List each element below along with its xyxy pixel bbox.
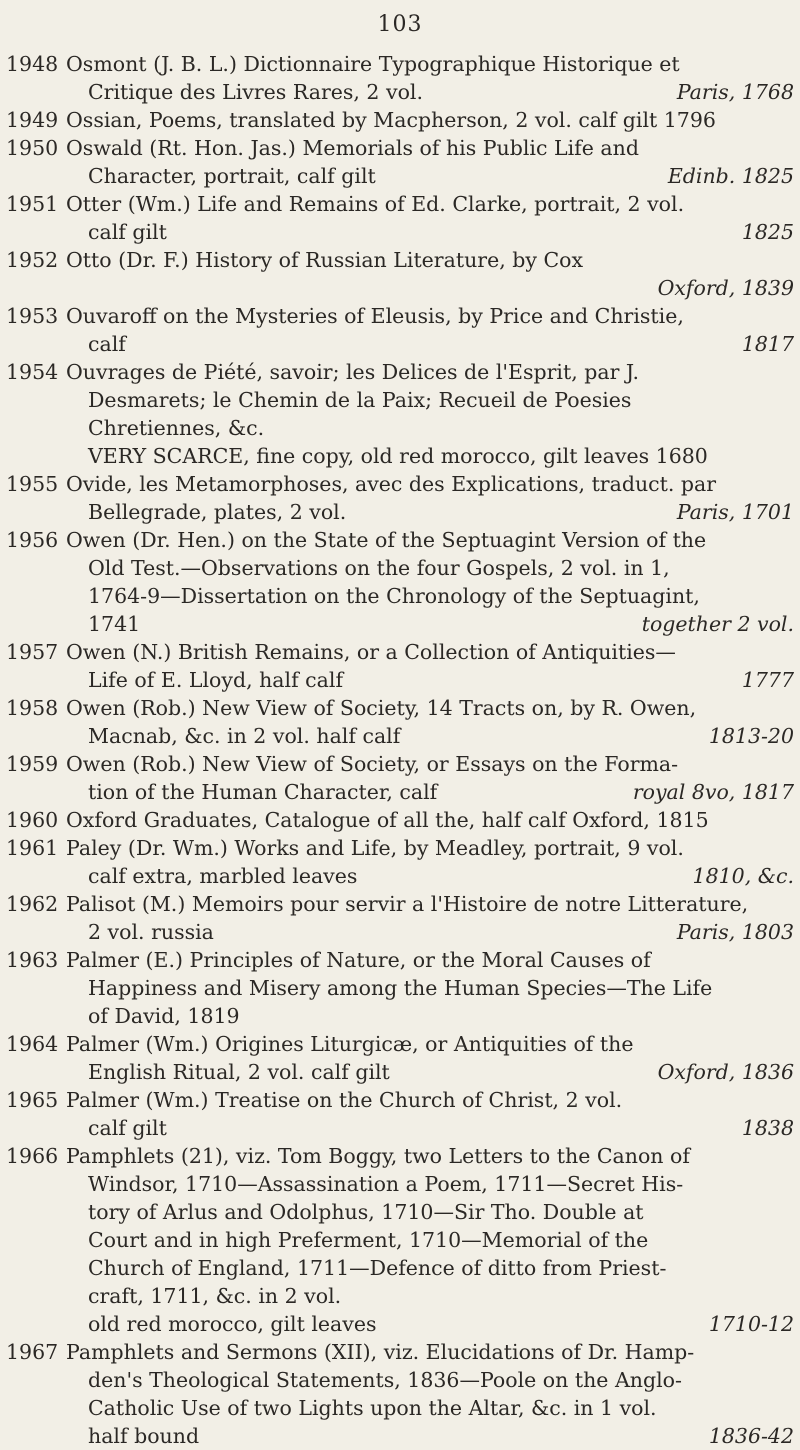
entry-line — [66, 1030, 794, 1058]
entry-imprint: together 2 vol. — [641, 612, 794, 636]
entry-text: Paley (Dr. Wm.) Works and Life, by Meadley, portrait, 9 vol. — [66, 836, 684, 860]
entry-line — [66, 666, 794, 694]
entry-text: Palisot (M.) Memoirs pour servir a l'Histoire de notre Litterature, — [66, 892, 749, 916]
entry-text: half bound — [88, 1424, 200, 1448]
entry-text: Ouvaroff on the Mysteries of Eleusis, by Price and Christie, — [66, 304, 684, 328]
entry-text: Bellegrade, plates, 2 vol. — [88, 500, 347, 524]
entry-line — [66, 918, 794, 946]
entry-text: craft, 1711, &c. in 2 vol. — [88, 1284, 342, 1308]
entry-line — [66, 498, 794, 526]
entry-line — [66, 330, 794, 358]
catalogue-entry — [6, 806, 794, 834]
entry-line — [66, 190, 794, 218]
entry-line — [66, 1170, 794, 1198]
entry-text: calf gilt — [88, 1116, 167, 1140]
entry-imprint: 1836-42 — [708, 1424, 794, 1448]
entry-line — [66, 1142, 794, 1170]
entry-line — [66, 974, 794, 1002]
catalogue-entry — [6, 694, 794, 750]
entry-text: calf extra, marbled leaves — [88, 864, 358, 888]
entry-line — [66, 442, 794, 470]
entry-text: Osmont (J. B. L.) Dictionnaire Typographique Historique et — [66, 52, 680, 76]
entry-line — [66, 750, 794, 778]
entry-line — [66, 358, 794, 386]
catalogue-entry — [6, 1142, 794, 1338]
entry-line — [66, 638, 794, 666]
entry-imprint: 1825 — [741, 220, 794, 244]
lot-number: 1965 — [6, 1088, 59, 1112]
entry-line — [66, 1114, 794, 1142]
entry-text: tion of the Human Character, calf — [88, 780, 438, 804]
entry-text: Chretiennes, &c. — [88, 416, 265, 440]
entry-line — [66, 582, 794, 610]
catalogue-entry — [6, 106, 794, 134]
entry-imprint: 1813-20 — [708, 724, 794, 748]
entry-text: calf — [88, 332, 126, 356]
lot-number: 1967 — [6, 1340, 59, 1364]
entry-line — [66, 1002, 794, 1030]
entry-line — [66, 946, 794, 974]
entry-line — [66, 722, 794, 750]
entry-line — [66, 162, 794, 190]
catalogue-entry — [6, 1086, 794, 1142]
catalogue-entry — [6, 1338, 794, 1450]
entry-imprint: Oxford, 1836 — [657, 1060, 794, 1084]
entry-imprint: Paris, 1701 — [676, 500, 794, 524]
entry-line — [66, 246, 794, 274]
lot-number: 1960 — [6, 808, 59, 832]
lot-number: 1951 — [6, 192, 59, 216]
entry-line — [66, 386, 794, 414]
entry-text: Palmer (E.) Principles of Nature, or the Moral Causes of — [66, 948, 651, 972]
entry-line — [66, 1086, 794, 1114]
entry-imprint: 1777 — [741, 668, 794, 692]
entry-line — [66, 1058, 794, 1086]
entry-imprint: Paris, 1768 — [676, 80, 794, 104]
entry-text: VERY SCARCE, fine copy, old red morocco, gilt leaves 1680 — [88, 444, 708, 468]
page-number: 103 — [377, 12, 423, 37]
entry-line — [66, 1282, 794, 1310]
entry-imprint: 1817 — [741, 332, 794, 356]
entry-line — [66, 806, 794, 834]
entry-text: Critique des Livres Rares, 2 vol. — [88, 80, 423, 104]
entry-line — [66, 134, 794, 162]
lot-number: 1966 — [6, 1144, 59, 1168]
lot-number: 1956 — [6, 528, 59, 552]
entry-text: Owen (N.) British Remains, or a Collection of Antiquities— — [66, 640, 676, 664]
entry-line — [66, 554, 794, 582]
entry-text: Pamphlets (21), viz. Tom Boggy, two Letters to the Canon of — [66, 1144, 690, 1168]
lot-number: 1952 — [6, 248, 59, 272]
entry-text: Owen (Rob.) New View of Society, or Essays on the Forma- — [66, 752, 679, 776]
entry-line — [66, 778, 794, 806]
catalogue-entry — [6, 946, 794, 1030]
entry-line — [66, 1338, 794, 1366]
entry-text: tory of Arlus and Odolphus, 1710—Sir Tho. Double at — [88, 1200, 644, 1224]
lot-number: 1964 — [6, 1032, 59, 1056]
entry-imprint: royal 8vo, 1817 — [632, 780, 794, 804]
entry-text: Palmer (Wm.) Treatise on the Church of Christ, 2 vol. — [66, 1088, 623, 1112]
catalogue-entry — [6, 134, 794, 190]
entry-imprint: Paris, 1803 — [676, 920, 794, 944]
entry-line — [66, 1394, 794, 1422]
entry-text: 1741 — [88, 612, 141, 636]
entry-text: 1764-9—Dissertation on the Chronology of the Septuagint, — [88, 584, 700, 608]
entry-line — [66, 470, 794, 498]
entry-text: Character, portrait, calf gilt — [88, 164, 376, 188]
entry-line — [66, 302, 794, 330]
entry-imprint: 1810, &c. — [692, 864, 794, 888]
entry-text: Ouvrages de Piété, savoir; les Delices de l'Esprit, par J. — [66, 360, 640, 384]
lot-number: 1963 — [6, 948, 59, 972]
catalogue-entry — [6, 50, 794, 106]
catalogue-entry — [6, 834, 794, 890]
catalogue-entry — [6, 302, 794, 358]
entry-text: Owen (Dr. Hen.) on the State of the Septuagint Version of the — [66, 528, 707, 552]
entry-line — [66, 890, 794, 918]
entry-text: Desmarets; le Chemin de la Paix; Recueil de Poesies — [88, 388, 632, 412]
entry-text: Ossian, Poems, translated by Macpherson, 2 vol. calf gilt 1796 — [66, 108, 716, 132]
entry-line — [66, 78, 794, 106]
lot-number: 1953 — [6, 304, 59, 328]
catalogue-entry — [6, 246, 794, 302]
entry-text: Church of England, 1711—Defence of ditto from Priest- — [88, 1256, 667, 1280]
lot-number: 1954 — [6, 360, 59, 384]
entry-line — [66, 862, 794, 890]
lot-number: 1958 — [6, 696, 59, 720]
entry-line — [66, 1226, 794, 1254]
lot-number: 1955 — [6, 472, 59, 496]
catalogue-entry — [6, 750, 794, 806]
lot-number: 1957 — [6, 640, 59, 664]
entry-text: Old Test.—Observations on the four Gospels, 2 vol. in 1, — [88, 556, 670, 580]
lot-number: 1948 — [6, 52, 59, 76]
lot-number: 1961 — [6, 836, 59, 860]
entry-text: Otto (Dr. F.) History of Russian Literature, by Cox — [66, 248, 584, 272]
entry-line — [66, 1310, 794, 1338]
catalogue-entry — [6, 358, 794, 470]
entry-text: English Ritual, 2 vol. calf gilt — [88, 1060, 390, 1084]
entry-text: of David, 1819 — [88, 1004, 240, 1028]
catalogue-entry — [6, 638, 794, 694]
entry-line — [66, 414, 794, 442]
entry-line — [66, 1366, 794, 1394]
entry-line — [66, 610, 794, 638]
entry-text: Otter (Wm.) Life and Remains of Ed. Clarke, portrait, 2 vol. — [66, 192, 685, 216]
entry-line — [66, 50, 794, 78]
entry-text: Pamphlets and Sermons (XII), viz. Elucidations of Dr. Hamp- — [66, 1340, 695, 1364]
catalogue-entry — [6, 470, 794, 526]
entry-text: Ovide, les Metamorphoses, avec des Explications, traduct. par — [66, 472, 717, 496]
lot-number: 1950 — [6, 136, 59, 160]
catalogue-entry — [6, 190, 794, 246]
entry-line — [66, 218, 794, 246]
catalogue-entry — [6, 890, 794, 946]
lot-number: 1959 — [6, 752, 59, 776]
entry-imprint: Oxford, 1839 — [657, 276, 794, 300]
lot-number: 1949 — [6, 108, 59, 132]
catalogue-entry — [6, 1030, 794, 1086]
entry-line — [66, 694, 794, 722]
entry-text: Windsor, 1710—Assassination a Poem, 1711—Secret His- — [88, 1172, 684, 1196]
entry-line — [66, 106, 794, 134]
catalogue-entry — [6, 526, 794, 638]
entry-text: Macnab, &c. in 2 vol. half calf — [88, 724, 401, 748]
entry-imprint: Edinb. 1825 — [667, 164, 794, 188]
entry-line — [66, 1198, 794, 1226]
catalogue-entries — [6, 50, 794, 1450]
entry-text: Oxford Graduates, Catalogue of all the, half calf Oxford, 1815 — [66, 808, 709, 832]
entry-text: Palmer (Wm.) Origines Liturgicæ, or Antiquities of the — [66, 1032, 634, 1056]
entry-text: Oswald (Rt. Hon. Jas.) Memorials of his Public Life and — [66, 136, 639, 160]
entry-text: old red morocco, gilt leaves — [88, 1312, 377, 1336]
entry-text: 2 vol. russia — [88, 920, 214, 944]
entry-text: Owen (Rob.) New View of Society, 14 Tracts on, by R. Owen, — [66, 696, 697, 720]
entry-line — [66, 834, 794, 862]
entry-text: Happiness and Misery among the Human Species—The Life — [88, 976, 713, 1000]
entry-text: den's Theological Statements, 1836—Poole on the Anglo- — [88, 1368, 682, 1392]
entry-text: calf gilt — [88, 220, 167, 244]
entry-line — [66, 274, 794, 302]
entry-line — [66, 1422, 794, 1450]
entry-imprint: 1838 — [741, 1116, 794, 1140]
entry-imprint: 1710-12 — [708, 1312, 794, 1336]
entry-text: Life of E. Lloyd, half calf — [88, 668, 344, 692]
entry-text: Court and in high Preferment, 1710—Memorial of the — [88, 1228, 649, 1252]
entry-line — [66, 1254, 794, 1282]
lot-number: 1962 — [6, 892, 59, 916]
entry-line — [66, 526, 794, 554]
entry-text: Catholic Use of two Lights upon the Altar, &c. in 1 vol. — [88, 1396, 657, 1420]
